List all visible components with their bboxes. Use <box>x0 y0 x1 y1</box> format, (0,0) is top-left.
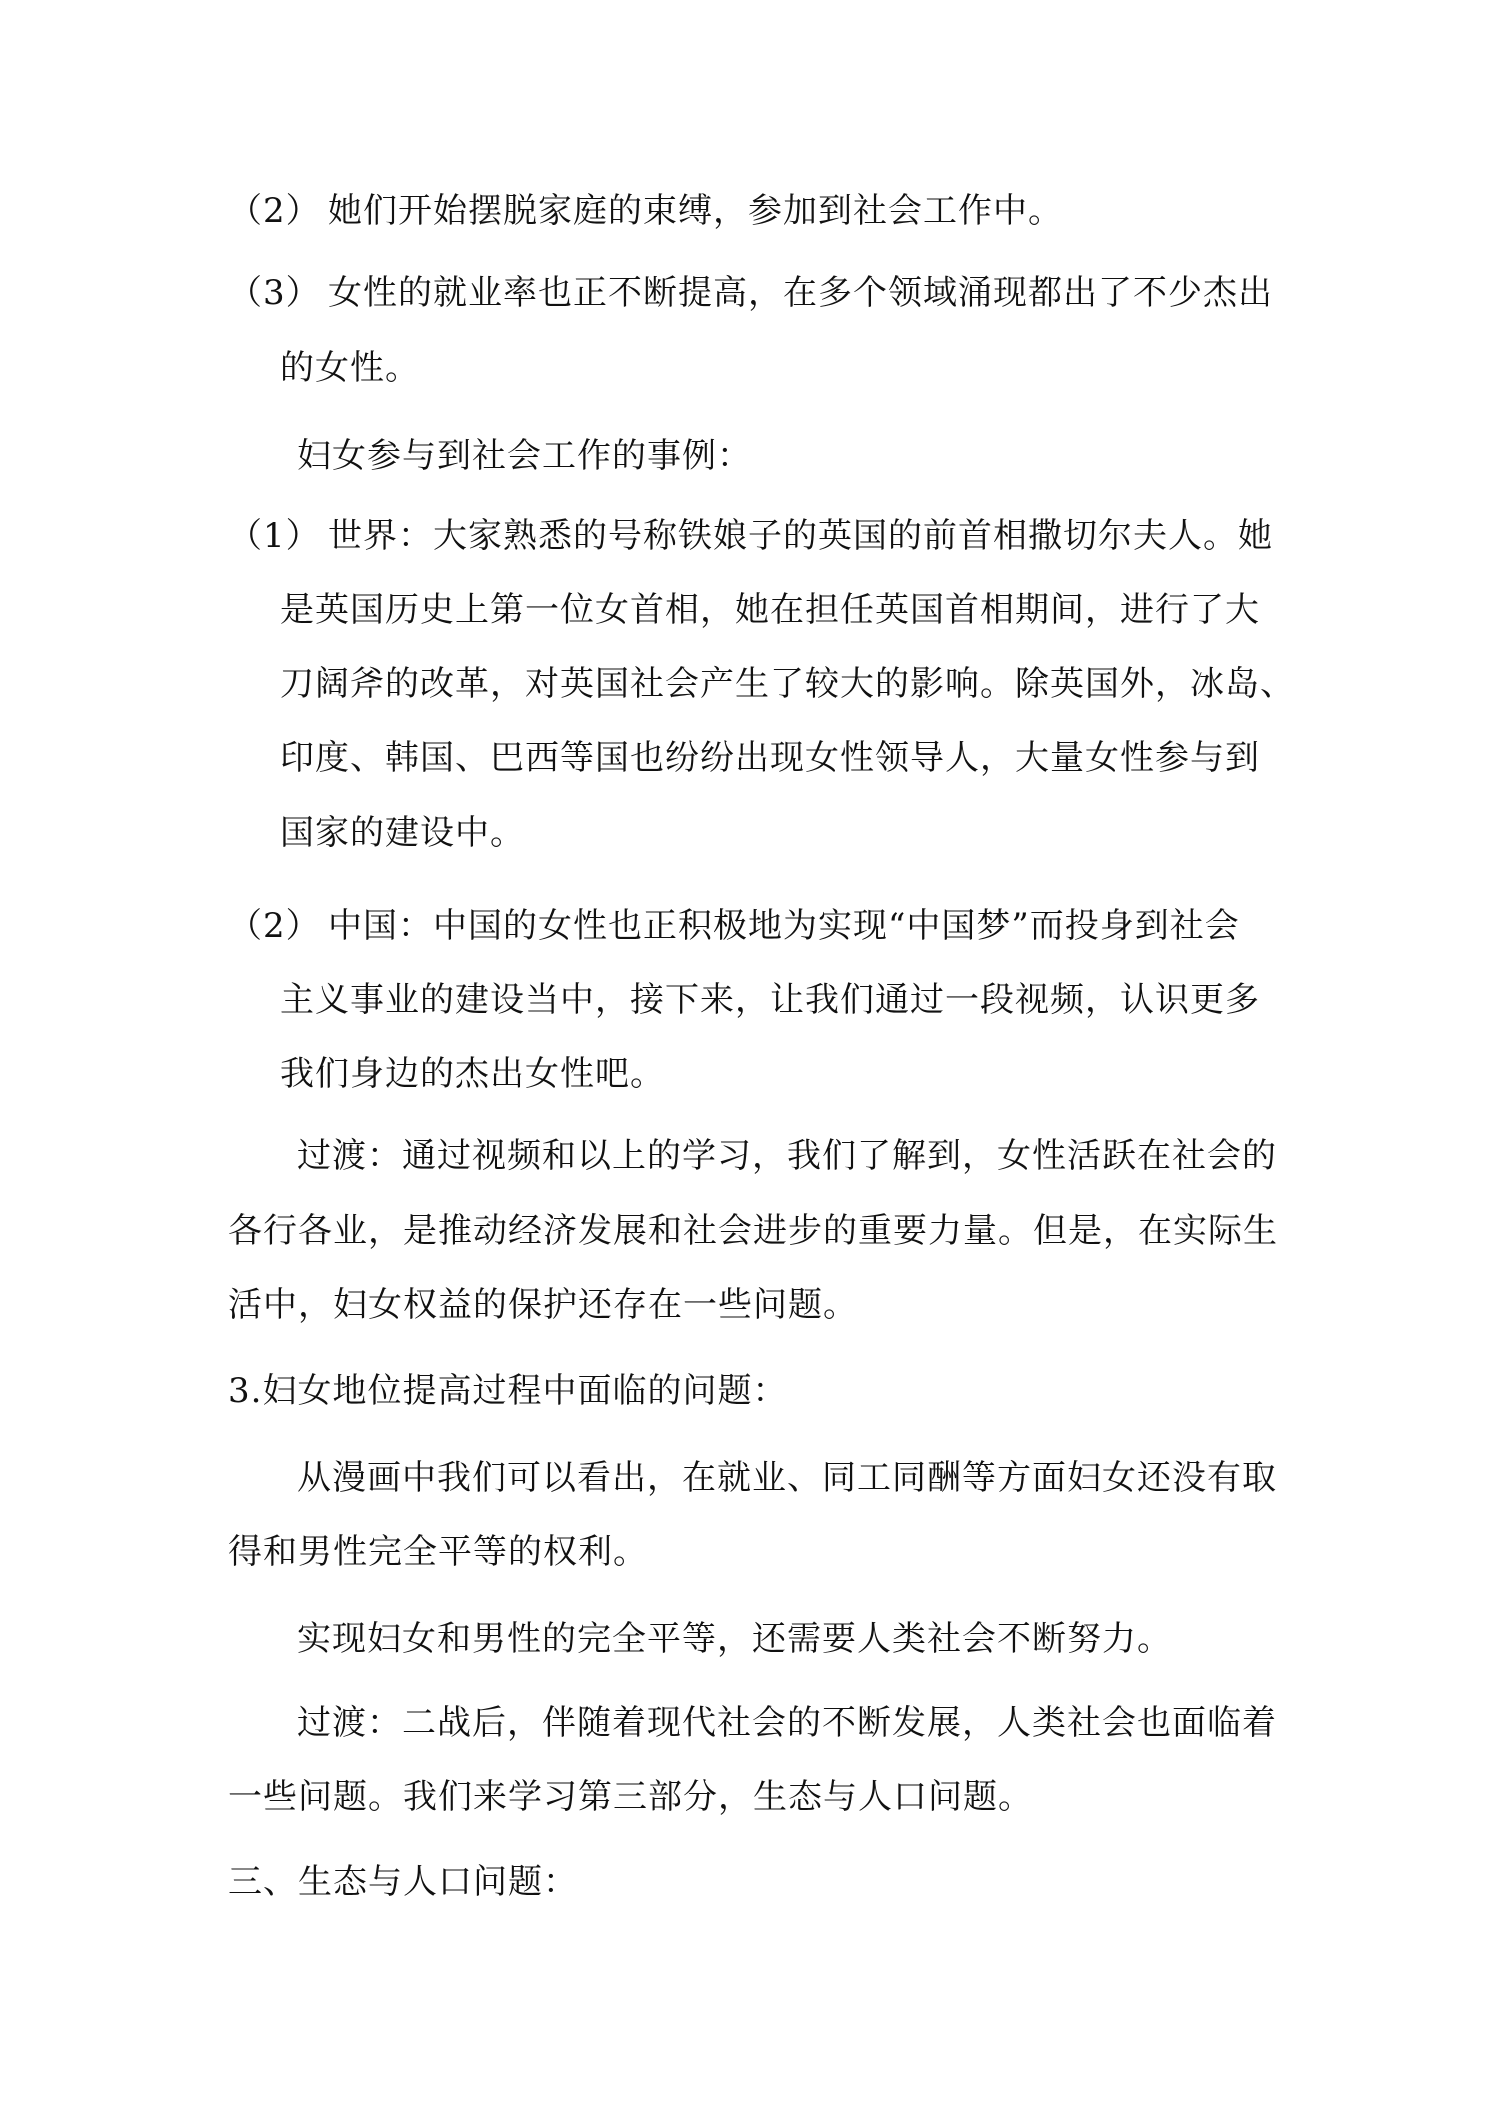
paragraph-equality: 实现妇女和男性的完全平等，还需要人类社会不断努力。 <box>297 1619 1172 1659</box>
list-item-1-world <box>228 516 1273 556</box>
list-item-2-women-leave-home <box>228 191 1063 231</box>
paragraph-comic-continuation: 得和男性完全平等的权利。 <box>228 1532 648 1572</box>
list-item-1-continuation: 刀阔斧的改革，对英国社会产生了较大的影响。除英国外，冰岛、 <box>280 664 1295 704</box>
list-item-1-continuation: 印度、韩国、巴西等国也纷纷出现女性领导人，大量女性参与到 <box>280 738 1260 778</box>
list-item-1-continuation: 国家的建设中。 <box>280 813 525 853</box>
paragraph-transition-1: 过渡：通过视频和以上的学习，我们了解到，女性活跃在社会的 <box>297 1136 1277 1176</box>
list-marker: （2） <box>228 906 321 946</box>
list-item-2-continuation: 我们身边的杰出女性吧。 <box>280 1054 665 1094</box>
list-marker: （3） <box>228 273 321 313</box>
list-item-3-employment-rate <box>228 273 1273 313</box>
line-text: 女性的就业率也正不断提高，在多个领域涌现都出了不少杰出 <box>328 273 1273 313</box>
paragraph-transition-2: 过渡：二战后，伴随着现代社会的不断发展，人类社会也面临着 <box>297 1703 1277 1743</box>
paragraph-transition-1-continuation: 活中，妇女权益的保护还存在一些问题。 <box>228 1285 858 1325</box>
paragraph-transition-2-continuation: 一些问题。我们来学习第三部分，生态与人口问题。 <box>228 1777 1033 1817</box>
list-item-1-continuation: 是英国历史上第一位女首相，她在担任英国首相期间，进行了大 <box>280 590 1260 630</box>
list-item-3-continuation: 的女性。 <box>280 348 420 388</box>
paragraph-comic: 从漫画中我们可以看出，在就业、同工同酬等方面妇女还没有取 <box>297 1458 1277 1498</box>
list-item-2-china <box>228 906 1240 946</box>
line-text: 她们开始摆脱家庭的束缚，参加到社会工作中。 <box>328 191 1063 231</box>
line-text: 中国：中国的女性也正积极地为实现“中国梦”而投身到社会 <box>328 906 1240 946</box>
list-item-2-continuation: 主义事业的建设当中，接下来，让我们通过一段视频，认识更多 <box>280 980 1260 1020</box>
section-heading-part-three: 三、生态与人口问题： <box>228 1862 578 1902</box>
section-heading-3: 3.妇女地位提高过程中面临的问题： <box>228 1371 788 1411</box>
list-marker: （1） <box>228 516 321 556</box>
list-marker: （2） <box>228 191 321 231</box>
paragraph-transition-1-continuation: 各行各业，是推动经济发展和社会进步的重要力量。但是，在实际生 <box>228 1211 1278 1251</box>
paragraph-examples-heading: 妇女参与到社会工作的事例： <box>297 436 752 476</box>
line-text: 世界：大家熟悉的号称铁娘子的英国的前首相撒切尔夫人。她 <box>328 516 1273 556</box>
